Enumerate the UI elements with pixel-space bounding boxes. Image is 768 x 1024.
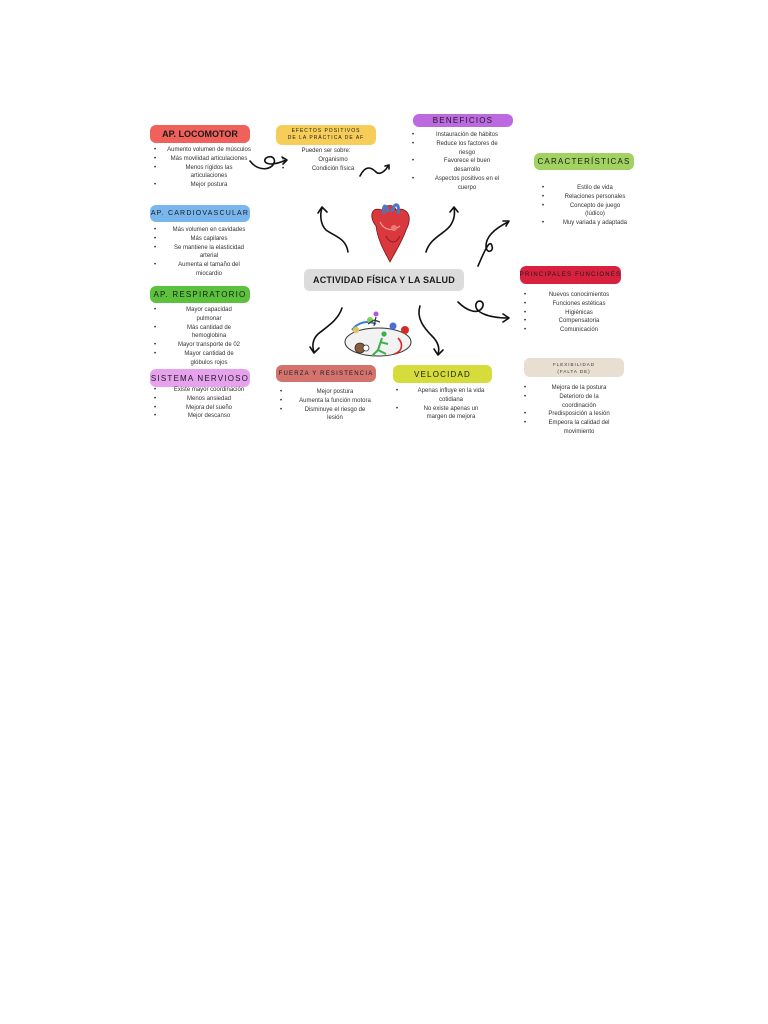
list-item: • Menos ansiedad <box>162 395 256 404</box>
arrow-down-right <box>419 306 439 354</box>
list-item: • Comunicación <box>532 326 626 335</box>
list-item: • Mejor postura <box>288 388 382 397</box>
list-item: • Aumenta la función motora <box>288 397 382 406</box>
funciones-list <box>522 291 626 335</box>
list-item: • Empeora la calidad del movimiento <box>532 419 626 437</box>
respiratorio-list <box>152 306 256 368</box>
beneficios-list <box>410 131 514 193</box>
list-item: • Mejor postura <box>162 181 256 190</box>
efectos-label <box>276 125 376 145</box>
central-topic: ACTIVIDAD FÍSICA Y LA SALUD <box>304 269 464 291</box>
nervioso-list <box>152 386 256 421</box>
list-item: • Mejora de la postura <box>532 384 626 393</box>
list-item: • Predisposición a lesión <box>532 410 626 419</box>
arrow-to-funciones <box>458 301 508 318</box>
list-item: • Disminuye el riesgo de lesión <box>288 406 382 424</box>
list-item: • Mayor cantidad de glóbulos rojos <box>162 350 256 368</box>
flexibilidad-title-line1: FLEXIBILIDAD <box>552 361 595 367</box>
list-item: • Apenas influye en la vida cotidiana <box>404 387 498 405</box>
locomotor-label: AP. LOCOMOTOR <box>150 125 250 143</box>
list-item: • Aumento volumen de músculos <box>162 146 256 155</box>
list-item: • Relaciones personales <box>550 193 640 202</box>
list-item: • Menos rígidos las articulaciones <box>162 164 256 182</box>
flexibilidad-title-line2: (FALTA DE) <box>557 368 591 374</box>
fuerza-label: FUERZA Y RESISTENCIA <box>276 365 376 382</box>
list-item: • Aumenta el tamaño del miocardio <box>162 261 256 279</box>
cardio-label: AP. CARDIOVASCULAR <box>150 205 250 222</box>
list-item: • Deterioro de la coordinación <box>532 393 626 411</box>
velocidad-label: VELOCIDAD <box>393 365 492 383</box>
arrow-down-left <box>313 308 342 352</box>
velocidad-list <box>394 387 498 422</box>
fuerza-list <box>278 388 382 423</box>
list-item: • Más capilares <box>162 235 256 244</box>
caracteristicas-list <box>540 184 640 228</box>
nervioso-label: SISTEMA NERVIOSO <box>150 369 250 387</box>
list-item: • Más volumen en cavidades <box>162 226 256 235</box>
activity-illustration <box>345 312 411 357</box>
respiratorio-label: AP. RESPIRATORIO <box>150 286 250 303</box>
list-item: • Organismo <box>290 156 376 165</box>
list-item: • Mejor descanso <box>162 412 256 421</box>
locomotor-list <box>152 146 256 190</box>
list-item: • Condición física <box>290 165 376 174</box>
list-item: • Más cantidad de hemoglobina <box>162 324 256 342</box>
list-item: • Más movilidad articulaciones <box>162 155 256 164</box>
list-item: • Nuevos conocimientos <box>532 291 626 300</box>
list-item: • Mayor capacidad pulmonar <box>162 306 256 324</box>
efectos-title-line2: DE LA PRÁCTICA DE AF <box>287 135 365 141</box>
list-item: • Se mantiene la elasticidad arterial <box>162 244 256 262</box>
list-item: • Favorece el buen desarrollo <box>420 157 514 175</box>
list-item: • Funciones estéticas <box>532 300 626 309</box>
caracteristicas-label: CARACTERÍSTICAS <box>534 153 634 170</box>
arrow-up-right <box>426 208 455 252</box>
list-item: • Mejora del sueño <box>162 404 256 413</box>
flexibilidad-label <box>524 358 624 377</box>
list-item: • Estilo de vida <box>550 184 640 193</box>
efectos-intro: Pueden ser sobre: <box>301 148 351 154</box>
arrow-up-left <box>321 208 348 252</box>
flexibilidad-list <box>522 384 626 437</box>
beneficios-label: BENEFICIOS <box>413 114 513 127</box>
heart-illustration <box>372 205 410 262</box>
funciones-label: PRINCIPALES FUNCIONES <box>520 266 621 284</box>
list-item: • Existe mayor coordinación <box>162 386 256 395</box>
list-item: • Muy variada y adaptada <box>550 219 640 228</box>
cardio-list <box>152 226 256 279</box>
list-item: • Aspectos positivos en el cuerpo <box>420 175 514 193</box>
efectos-title-line1: EFECTOS POSITIVOS <box>291 128 361 134</box>
list-item: • Instauración de hábitos <box>420 131 514 140</box>
list-item: • Higiénicas <box>532 309 626 318</box>
list-item: • Concepto de juego (lúdico) <box>550 202 640 220</box>
arrow-to-caracteristicas <box>478 222 508 266</box>
list-item: • Compensatoria <box>532 317 626 326</box>
list-item: • No existe apenas un margen de mejora <box>404 405 498 423</box>
efectos-list <box>280 156 376 174</box>
list-item: • Reduce los factores de riesgo <box>420 140 514 158</box>
list-item: • Mayor transporte de 02 <box>162 341 256 350</box>
